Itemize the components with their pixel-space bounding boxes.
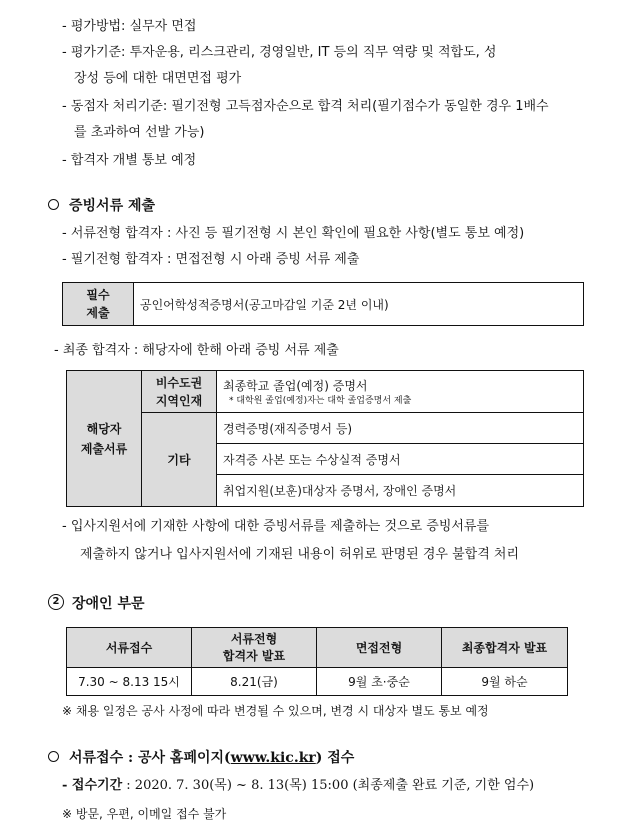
category-other: 기타: [142, 413, 217, 507]
value-final: 9월 하순: [442, 668, 568, 696]
header-doc-result: 서류전형 합격자 발표: [192, 628, 317, 668]
header-final: 최종합격자 발표: [442, 628, 568, 668]
header-interview: 면접전형: [317, 628, 442, 668]
final-docs-table: [66, 370, 584, 507]
receipt-heading: [48, 748, 354, 768]
receipt-note: ※ 방문, 우편, 이메일 접수 불가: [62, 807, 227, 821]
criteria-line-cont: 장성 등에 대한 대면면접 평가: [74, 71, 242, 86]
schedule-table: [66, 627, 568, 696]
required-table: [62, 282, 584, 326]
docs-heading: [48, 196, 155, 216]
docs-title: 증빙서류 제출: [69, 198, 156, 214]
final-line: - 최종 합격자 : 해당자에 한해 아래 증빙 서류 제출: [54, 343, 339, 358]
disabled-title: 장애인 부문: [72, 596, 145, 612]
disabled-heading: [48, 594, 145, 614]
value-receipt: 7.30 ~ 8.13 15시: [67, 668, 192, 696]
docs-line-2: - 필기전형 합격자 : 면접전형 시 아래 증빙 서류 제출: [62, 252, 360, 267]
receipt-title-pre: 서류접수 : 공사 홈페이지(: [69, 750, 231, 766]
notify-line: - 합격자 개별 통보 예정: [62, 153, 197, 168]
required-value: 공인어학성적증명서(공고마감일 기준 2년 이내): [134, 283, 584, 326]
period-line: [62, 777, 534, 795]
tie-line-cont: 를 초과하여 선발 가능): [74, 125, 205, 140]
header-receipt: 서류접수: [67, 628, 192, 668]
period-label: - 접수기간: [62, 778, 123, 793]
circled-number-icon: 2: [48, 594, 64, 610]
tie-line: - 동점자 처리기준: 필기전형 고득점자순으로 합격 처리(필기점수가 동일한 경우 1배수: [62, 99, 549, 114]
homepage-link[interactable]: www.kic.kr: [230, 750, 316, 766]
category-nonmetro: 비수도권 지역인재: [142, 371, 217, 413]
period-value: : 2020. 7. 30(목) ~ 8. 13(목) 15:00 (최종제출 완료 기준, 기한 엄수): [122, 778, 535, 793]
other-value-3: 취업지원(보훈)대상자 증명서, 장애인 증명서: [217, 475, 584, 507]
nonmetro-value: 최종학교 졸업(예정) 증명서 * 대학원 졸업(예정)자는 대학 졸업증명서 제출: [217, 371, 584, 413]
applicable-label: 해당자 제출서류: [67, 371, 142, 507]
other-value-1: 경력증명(재직증명서 등): [217, 413, 584, 444]
method-line: - 평가방법: 실무자 면접: [62, 19, 197, 34]
value-doc-result: 8.21(금): [192, 668, 317, 696]
required-label: 필수 제출: [63, 283, 134, 326]
receipt-title-post: ) 접수: [315, 750, 355, 766]
circle-bullet-icon: [48, 199, 59, 210]
criteria-line: - 평가기준: 투자운용, 리스크관리, 경영일반, IT 등의 직무 역량 및 적합도, 성: [62, 45, 497, 60]
proof-line-2: 제출하지 않거나 입사지원서에 기재된 내용이 허위로 판명된 경우 불합격 처리: [80, 547, 520, 562]
docs-line-1: - 서류전형 합격자 : 사진 등 필기전형 시 본인 확인에 필요한 사항(별도 통보 예정): [62, 226, 525, 241]
other-value-2: 자격증 사본 또는 수상실적 증명서: [217, 444, 584, 475]
proof-line-1: - 입사지원서에 기재한 사항에 대한 증빙서류를 제출하는 것으로 증빙서류를: [62, 519, 490, 534]
schedule-note: ※ 채용 일정은 공사 사정에 따라 변경될 수 있으며, 변경 시 대상자 별도 통보 예정: [62, 704, 489, 718]
circle-bullet-icon: [48, 751, 59, 762]
value-interview: 9월 초·중순: [317, 668, 442, 696]
